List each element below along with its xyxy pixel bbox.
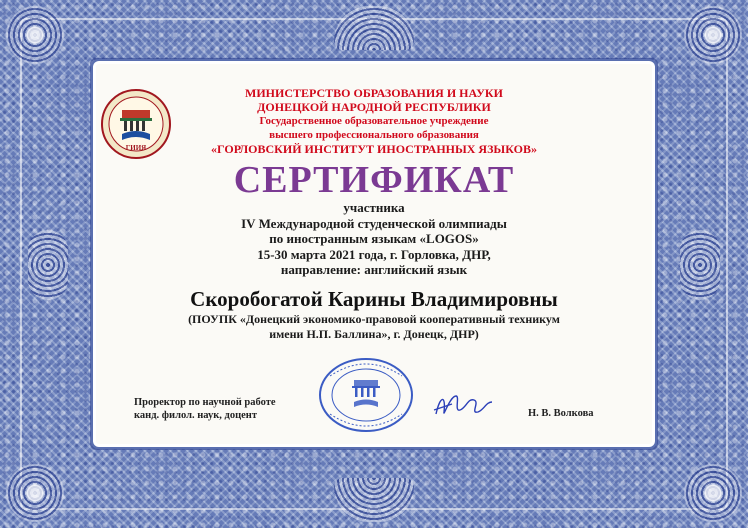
header-line-2: ДОНЕЦКОЙ НАРОДНОЙ РЕСПУБЛИКИ bbox=[257, 100, 491, 114]
affiliation-line-1: (ПОУПК «Донецкий экономико-правовой кооперативный техникум bbox=[188, 312, 560, 326]
top-ornament bbox=[334, 6, 414, 50]
signatory-role bbox=[134, 396, 334, 422]
body-line-2: IV Международной студенческой олимпиады bbox=[241, 215, 507, 231]
body-line-5: направление: английский язык bbox=[280, 262, 468, 277]
certificate-title: СЕРТИФИКАТ bbox=[233, 159, 515, 201]
corner-ornament-bottom-right bbox=[684, 464, 742, 522]
institution-header bbox=[96, 86, 652, 156]
header-line-1: МИНИСТЕРСТВО ОБРАЗОВАНИЯ И НАУКИ bbox=[245, 86, 503, 100]
header-line-3: Государственное образовательное учреждение bbox=[259, 115, 489, 127]
official-stamp-icon bbox=[316, 356, 416, 434]
header-line-4: высшего профессионального образования bbox=[269, 129, 479, 141]
left-ornament bbox=[28, 230, 68, 300]
affiliation-line-2: имени Н.П. Баллина», г. Донецк, ДНР) bbox=[269, 327, 479, 341]
recipient-name: Скоробогатой Карины Владимировны bbox=[190, 287, 558, 311]
corner-ornament-top-left bbox=[6, 6, 64, 64]
signature-icon bbox=[430, 390, 510, 420]
body-line-1: участника bbox=[343, 200, 405, 215]
bottom-ornament bbox=[334, 478, 414, 522]
signatory-role-line-2: канд. филол. наук, доцент bbox=[134, 410, 258, 421]
header-line-5: «ГОРЛОВСКИЙ ИНСТИТУТ ИНОСТРАННЫХ ЯЗЫКОВ» bbox=[211, 142, 537, 156]
body-line-4: 15-30 марта 2021 года, г. Горловка, ДНР, bbox=[257, 246, 491, 262]
signatory-role-line-1: Проректор по научной работе bbox=[134, 397, 276, 408]
recipient-affiliation bbox=[96, 312, 652, 342]
certificate-body bbox=[96, 200, 652, 278]
corner-ornament-bottom-left bbox=[6, 464, 64, 522]
right-ornament bbox=[680, 230, 720, 300]
corner-ornament-top-right bbox=[684, 6, 742, 64]
body-line-3: по иностранным языкам «LOGOS» bbox=[269, 231, 479, 246]
svg-text:ГИИЯ: ГИИЯ bbox=[125, 144, 147, 152]
signatory-name: Н. В. Волкова bbox=[528, 408, 594, 419]
